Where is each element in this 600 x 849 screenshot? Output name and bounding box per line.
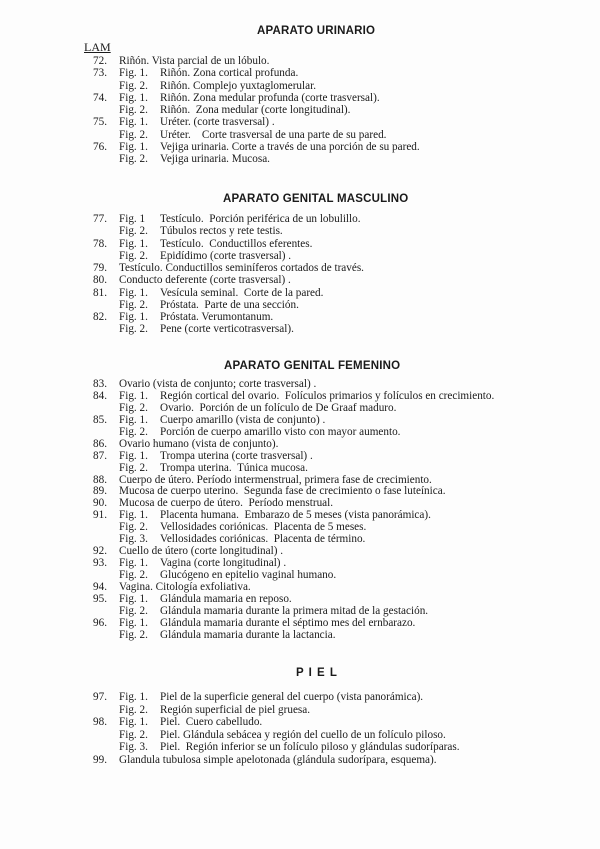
item-number: 77. (93, 213, 107, 225)
item-number: 98. (93, 716, 107, 729)
section-femenino (0, 379, 600, 642)
item-number: 87. (93, 449, 107, 462)
figure-label: Fig. 2. (119, 79, 148, 92)
figure-label: Fig. 2. (119, 128, 148, 141)
figure-label: Fig. 2. (119, 628, 148, 641)
list-item (0, 534, 600, 546)
item-description: Vagina. Citología exfoliativa. (119, 580, 251, 593)
list-item (0, 274, 600, 286)
list-item (0, 323, 600, 335)
item-description: Riñón. Zona medular (corte longitudinal). (160, 104, 351, 116)
item-description: Riñón. Vista parcial de un lóbulo. (119, 55, 270, 67)
list-item (0, 582, 600, 594)
figure-label: Fig. 1. (119, 413, 148, 426)
figure-label: Fig. 1. (119, 67, 148, 80)
section-urinario (0, 55, 600, 165)
list-item (0, 129, 600, 141)
figure-label: Fig. 3. (119, 533, 148, 546)
list-item (0, 729, 600, 742)
figure-label: Fig. 2. (119, 298, 148, 311)
figure-label: Fig. 2. (119, 323, 148, 336)
item-number: 82. (93, 311, 107, 323)
list-item (0, 238, 600, 250)
figure-label: Fig. 2. (119, 249, 148, 262)
item-description: Glucógeno en epitelio vaginal humano. (160, 569, 337, 581)
item-description: Próstata. Parte de una sección. (160, 298, 299, 311)
item-description: Uréter. Corte trasversal de una parte de su pared. (160, 128, 387, 141)
item-number: 76. (93, 140, 107, 153)
figure-label: Fig. 1. (119, 91, 148, 104)
item-description: Conducto deferente (corte trasversal) . (119, 274, 291, 287)
section-heading-masculino: APARATO GENITAL MASCULINO (223, 193, 409, 205)
figure-label: Fig. 2. (119, 153, 148, 165)
list-item (0, 741, 600, 754)
figure-label: Fig. 1. (119, 691, 148, 703)
list-item (0, 213, 600, 225)
list-item (0, 116, 600, 128)
item-number: 92. (93, 545, 107, 558)
item-description: Glándula mamaria en reposo. (160, 592, 292, 605)
figure-label: Fig. 1. (119, 237, 148, 250)
item-description: Pene (corte verticotrasversal). (160, 323, 294, 336)
item-description: Región cortical del ovario. Folículos primarios y folículos en crecimiento. (160, 389, 495, 402)
item-description: Vejiga urinaria. Corte a través de una porción de su pared. (160, 140, 420, 153)
figure-label: Fig. 1. (119, 557, 148, 570)
item-description: Túbulos rectos y rete testis. (160, 225, 283, 238)
item-number: 94. (93, 580, 107, 593)
item-description: Placenta humana. Embarazo de 5 meses (vista panorámica). (160, 509, 431, 522)
figure-label: Fig. 2. (119, 604, 148, 617)
item-number: 91. (93, 509, 107, 522)
item-description: Porción de cuerpo amarillo visto con mayor aumento. (160, 425, 401, 438)
lam-label: LAM (84, 40, 111, 54)
item-description: Vejiga urinaria. Mucosa. (160, 153, 270, 165)
list-item (0, 546, 600, 558)
item-description: Piel. Cuero cabelludo. (160, 716, 263, 729)
figure-label: Fig. 1 (119, 213, 146, 225)
figure-label: Fig. 1. (119, 592, 148, 605)
item-description: Riñón. Zona cortical profunda. (160, 67, 299, 80)
item-number: 78. (93, 237, 107, 250)
list-item (0, 716, 600, 729)
list-item (0, 606, 600, 618)
item-description: Ovario humano (vista de conjunto). (119, 437, 279, 450)
list-item (0, 299, 600, 311)
item-description: Vagina (corte longitudinal) . (160, 557, 287, 570)
item-description: Trompa uterina. Túnica mucosa. (160, 461, 308, 474)
item-description: Cuerpo de útero. Período intermenstrual, primera fase de crecimiento. (119, 473, 432, 486)
section-heading-femenino: APARATO GENITAL FEMENINO (224, 360, 401, 372)
figure-label: Fig. 2. (119, 728, 148, 741)
item-description: Vellosidades coriónicas. Placenta de 5 meses. (160, 521, 367, 534)
item-description: Testículo. Conductillos eferentes. (160, 237, 313, 250)
list-item (0, 92, 600, 104)
item-number: 95. (93, 592, 107, 605)
item-number: 75. (93, 116, 107, 129)
figure-label: Fig. 2. (119, 461, 148, 474)
item-description: Mucosa de cuerpo uterino. Segunda fase de crecimiento o fase luteínica. (119, 485, 446, 498)
figure-label: Fig. 1. (119, 449, 148, 462)
figure-label: Fig. 2. (119, 225, 148, 238)
figure-label: Fig. 1. (119, 509, 148, 522)
item-description: Riñón. Complejo yuxtaglomerular. (160, 79, 316, 92)
section-heading-piel: P I E L (296, 667, 338, 679)
list-item (0, 691, 600, 704)
list-item (0, 451, 600, 463)
list-item (0, 67, 600, 79)
figure-label: Fig. 2. (119, 425, 148, 438)
list-item (0, 250, 600, 262)
item-description: Glándula mamaria durante la primera mitad de la gestación. (160, 604, 429, 617)
item-description: Vesícula seminal. Corte de la pared. (160, 286, 324, 299)
item-description: Mucosa de cuerpo de útero. Período menstrual. (119, 497, 334, 510)
list-item (0, 630, 600, 642)
section-masculino (0, 213, 600, 336)
item-description: Piel de la superficie general del cuerpo (vista panorámica). (160, 691, 424, 703)
figure-label: Fig. 1. (119, 116, 148, 129)
list-item (0, 704, 600, 717)
list-item (0, 153, 600, 165)
item-description: Glándula mamaria durante la lactancia. (160, 628, 336, 641)
item-description: Cuerpo amarillo (vista de conjunto) . (160, 413, 326, 426)
list-item (0, 287, 600, 299)
figure-label: Fig. 1. (119, 616, 148, 629)
item-number: 83. (93, 378, 107, 390)
figure-label: Fig. 2. (119, 401, 148, 414)
item-description: Cuello de útero (corte longitudinal) . (119, 545, 284, 558)
list-item (0, 141, 600, 153)
figure-label: Fig. 1. (119, 286, 148, 299)
section-piel (0, 691, 600, 767)
figure-label: Fig. 3. (119, 741, 148, 754)
list-item (0, 618, 600, 630)
figure-label: Fig. 2. (119, 703, 148, 716)
section-heading-urinario: APARATO URINARIO (257, 25, 376, 37)
item-description: Próstata. Verumontanum. (160, 311, 274, 323)
list-item (0, 754, 600, 767)
item-number: 81. (93, 286, 107, 299)
figure-label: Fig. 2. (119, 104, 148, 116)
item-description: Vellosidades coriónicas. Placenta de término. (160, 533, 366, 546)
figure-label: Fig. 1. (119, 389, 148, 402)
list-item (0, 415, 600, 427)
item-description: Ovario (vista de conjunto; corte trasversal) . (119, 378, 317, 390)
item-description: Trompa uterina (corte trasversal) . (160, 449, 313, 462)
item-number: 93. (93, 557, 107, 570)
list-item (0, 463, 600, 475)
item-description: Testículo. Porción periférica de un lobulillo. (160, 213, 361, 225)
item-number: 90. (93, 497, 107, 510)
item-number: 96. (93, 616, 107, 629)
item-number: 99. (93, 753, 107, 766)
item-description: Ovario. Porción de un folículo de De Graaf maduro. (160, 401, 397, 414)
list-item (0, 439, 600, 451)
list-item (0, 311, 600, 323)
figure-label: Fig. 1. (119, 140, 148, 153)
list-item (0, 104, 600, 116)
list-item (0, 225, 600, 237)
item-number: 80. (93, 274, 107, 287)
item-number: 97. (93, 691, 107, 703)
item-number: 88. (93, 473, 107, 486)
list-item (0, 80, 600, 92)
list-item (0, 262, 600, 274)
item-description: Riñón. Zona medular profunda (corte trasversal). (160, 91, 380, 104)
item-number: 86. (93, 437, 107, 450)
item-number: 79. (93, 262, 107, 274)
list-item (0, 427, 600, 439)
item-description: Testículo. Conductillos seminíferos cortados de través. (119, 262, 364, 274)
figure-label: Fig. 1. (119, 311, 148, 323)
item-description: Piel. Glándula sebácea y región del cuello de un folículo piloso. (160, 728, 446, 741)
item-description: Uréter. (corte trasversal) . (160, 116, 275, 129)
item-description: Piel. Región inferior se un folículo piloso y glándulas sudoríparas. (160, 741, 460, 754)
item-description: Glandula tubulosa simple apelotonada (glándula sudorípara, esquema). (119, 753, 437, 766)
item-number: 84. (93, 389, 107, 402)
item-description: Epidídimo (corte trasversal) . (160, 249, 292, 262)
item-number: 74. (93, 91, 107, 104)
item-number: 89. (93, 485, 107, 498)
item-description: Glándula mamaria durante el séptimo mes del ernbarazo. (160, 616, 416, 629)
item-number: 72. (93, 55, 107, 67)
figure-label: Fig. 1. (119, 716, 148, 729)
item-number: 73. (93, 67, 107, 80)
figure-label: Fig. 2. (119, 569, 148, 581)
figure-label: Fig. 2. (119, 521, 148, 534)
item-description: Región superficial de piel gruesa. (160, 703, 311, 716)
item-number: 85. (93, 413, 107, 426)
list-item (0, 55, 600, 67)
list-item (0, 570, 600, 582)
